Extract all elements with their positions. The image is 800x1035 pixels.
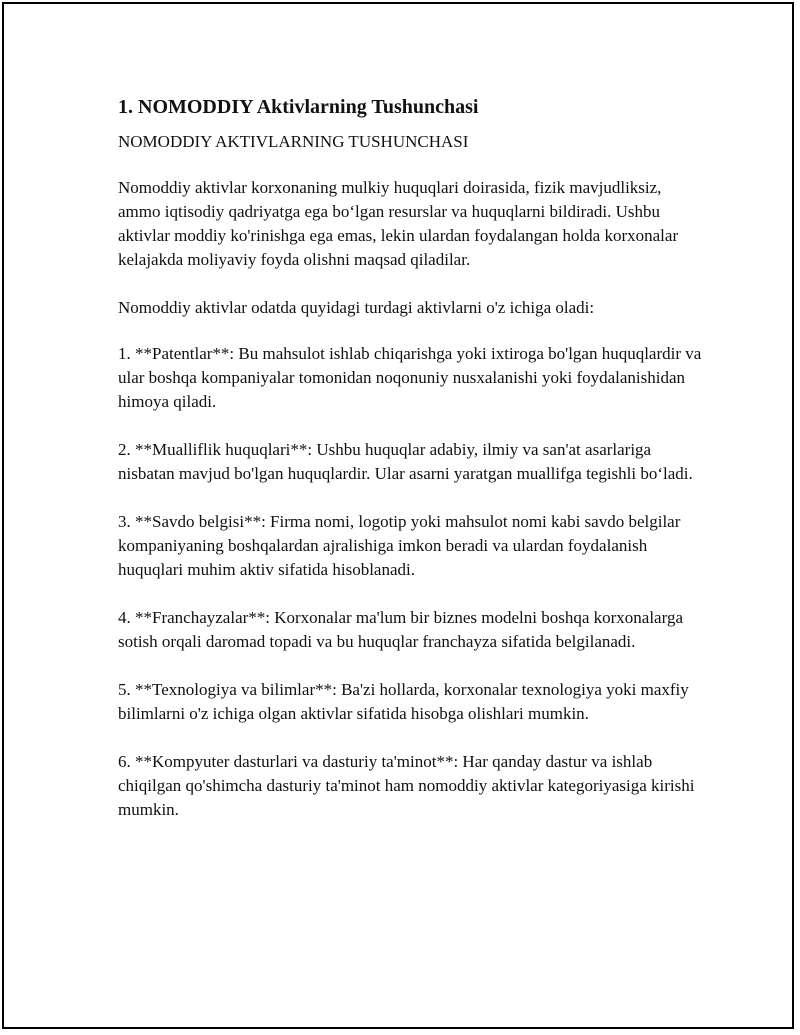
list-item-patents: 1. **Patentlar**: Bu mahsulot ishlab chiqarishga yoki ixtiroga bo'lgan huquqlardir va ular boshqa kompaniyalar tomonidan noqonuniy nusxalanishi yoki foydalanishidan himoya qiladi. xyxy=(118,344,702,411)
list-item-copyright: 2. **Mualliflik huquqlari**: Ushbu huquqlar adabiy, ilmiy va san'at asarlariga nisbatan mavjud bo'lgan huquqlardir. Ular asarni yaratgan muallifga tegishli bo‘ladi. xyxy=(118,440,693,483)
list-item-franchises: 4. **Franchayzalar**: Korxonalar ma'lum bir biznes modelni boshqa korxonalarga sotish orqali daromad topadi va bu huquqlar franchayza sifatida belgilanadi. xyxy=(118,608,684,651)
document-title: 1. NOMODDIY Aktivlarning Tushunchasi xyxy=(118,96,479,118)
list-item-trademark: 3. **Savdo belgisi**: Firma nomi, logotip yoki mahsulot nomi kabi savdo belgilar kompaniyaning boshqalardan ajralishiga imkon beradi va ulardan foydalanish huquqlari muhim aktiv sifatida hisoblanadi. xyxy=(118,512,681,579)
list-item-software: 6. **Kompyuter dasturlari va dasturiy ta'minot**: Har qanday dastur va ishlab chiqilgan qo'shimcha dasturiy ta'minot ham nomoddiy aktivlar kategoriyasiga kirishi mumkin. xyxy=(118,752,695,819)
paragraph-list-intro: Nomoddiy aktivlar odatda quyidagi turdagi aktivlarni o'z ichiga oladi: xyxy=(118,298,595,317)
document-body xyxy=(118,94,708,846)
document-subtitle: NOMODDIY AKTIVLARNING TUSHUNCHASI xyxy=(118,132,469,151)
paragraph-definition: Nomoddiy aktivlar korxonaning mulkiy huquqlari doirasida, fizik mavjudliksiz, ammo iqtisodiy qadriyatga ega bo‘lgan resurslar va huquqlarni bildiradi. Ushbu aktivlar moddiy ko'rinishga ega emas, lekin ulardan foydalangan holda korxonalar kelajakda moliyaviy foyda olishni maqsad qiladilar. xyxy=(118,178,679,269)
list-item-technology: 5. **Texnologiya va bilimlar**: Ba'zi hollarda, korxonalar texnologiya yoki maxfiy bilimlarni o'z ichiga olgan aktivlar sifatida hisobga olishlari mumkin. xyxy=(118,680,689,723)
